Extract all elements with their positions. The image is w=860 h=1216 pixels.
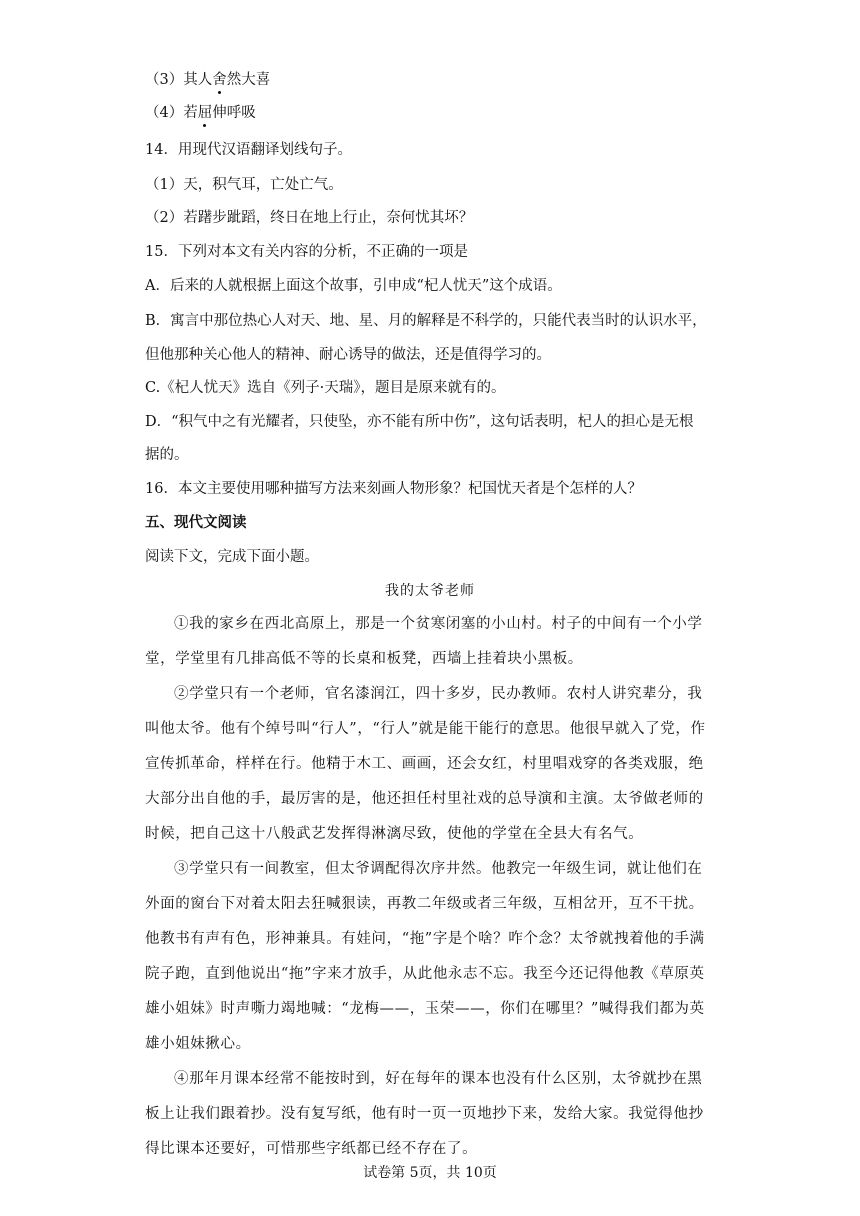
q16-stem: 16．本文主要使用哪种描写方法来刻画人物形象？杞国忧天者是个怎样的人？	[145, 481, 642, 497]
q14-item2: （2）若躇步跐蹈，终日在地上行止，奈何忧其坏？	[145, 210, 474, 226]
q13-item3-post: 然大喜	[226, 72, 271, 88]
q13-item4-dotted-char: 屈	[197, 105, 213, 121]
q14-item1: （1）天，积气耳，亡处亡气。	[145, 177, 343, 193]
q15-option-d-line1: D．“积气中之有光耀者，只使坠，亦不能有所中伤”，这句话表明，杞人的担心是无根	[145, 414, 694, 430]
article-paragraph-2: ②学堂只有一个老师，官名漆润江，四十多岁，民办教师。农村人讲究辈分，我叫他太爷。他有个绰号叫“行人”，“行人”就是能干能行的意思。他很早就入了党，作宣传抓革命，样样在行。他精于木工、画画，还会女红，村里唱戏穿的各类戏服，绝大部分出自他的手，最厉害的是，他还担任村里社戏的总导演和主演。太爷做老师的时候，把自己这十八般武艺发挥得淋漓尽致，使他的学堂在全县大有名气。	[145, 686, 706, 842]
q13-item3-pre: （3）其人	[145, 72, 213, 88]
article-body	[145, 607, 715, 1167]
q15-option-d-line2: 据的。	[145, 447, 189, 463]
q13-item4	[145, 103, 256, 123]
q13-item3-dotted-char: 舍	[212, 72, 227, 88]
section-heading: 五、现代文阅读	[145, 514, 247, 531]
q15-option-b-line2: 但他那种关心他人的精神、耐心诱导的做法，还是值得学习的。	[145, 347, 551, 363]
article-paragraph-3: ③学堂只有一间教室，但太爷调配得次序井然。他教完一年级生词，就让他们在外面的窗台下对着太阳去狂喊狠读，再教二年级或者三年级，互相岔开，互不干扰。他教书有声有色，形神兼具。有娃问，“拖”字是个啥？咋个念？太爷就拽着他的手满院子跑，直到他说出“拖”字来才放手，从此他永志不忘。我至今还记得他教《草原英雄小姐妹》时声嘶力竭地喊：“龙梅——，玉荣——，你们在哪里？”喊得我们都为英雄小姐妹揪心。	[145, 861, 705, 1052]
section-instruction: 阅读下文，完成下面小题。	[145, 549, 319, 565]
page-footer: 试卷第 5页，共 10页	[363, 1165, 497, 1181]
q15-stem: 15．下列对本文有关内容的分析，不正确的一项是	[145, 244, 468, 260]
q15-option-c: C.《杞人忧天》选自《列子·天瑞》，题目是原来就有的。	[145, 380, 506, 396]
q13-item3	[145, 70, 270, 90]
q15-option-a: A．后来的人就根据上面这个故事，引申成“杞人忧天”这个成语。	[145, 278, 562, 294]
q14-stem: 14．用现代汉语翻译划线句子。	[145, 142, 352, 158]
q13-item4-pre: （4）若	[145, 105, 198, 121]
article-paragraph-1: ①我的家乡在西北高原上，那是一个贫寒闭塞的小山村。村子的中间有一个小学堂，学堂里有几排高低不等的长桌和板凳，西墙上挂着块小黑板。	[145, 616, 703, 667]
article-title: 我的太爷老师	[385, 583, 475, 599]
q13-item4-post: 伸呼吸	[212, 105, 256, 121]
q15-option-b-line1: B．寓言中那位热心人对天、地、星、月的解释是不科学的，只能代表当时的认识水平，	[145, 313, 707, 329]
article-paragraph-4: ④那年月课本经常不能按时到，好在每年的课本也没有什么区别，太爷就抄在黑板上让我们跟着抄。没有复写纸，他有时一页一页地抄下来，发给大家。我觉得他抄得比课本还要好，可惜那些字纸都已经不存在了。	[145, 1071, 704, 1157]
